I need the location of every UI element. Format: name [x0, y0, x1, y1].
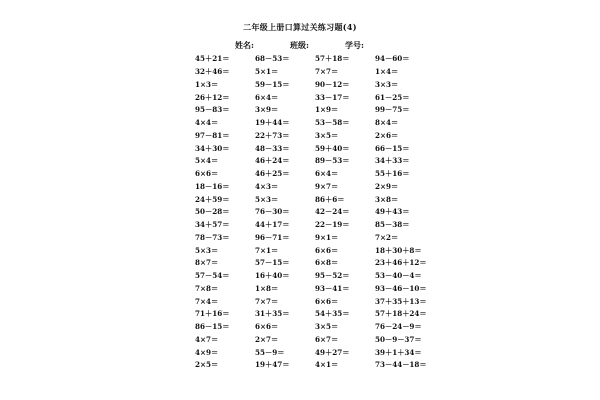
arithmetic-problem: 2×9＝ [375, 181, 399, 191]
arithmetic-problem: 1×8＝ [255, 283, 279, 293]
arithmetic-problem: 68－53＝ [255, 54, 290, 64]
problem-row [195, 104, 435, 117]
arithmetic-problem: 4×7＝ [195, 334, 219, 344]
problem-row [195, 270, 435, 283]
arithmetic-problem: 2×5＝ [195, 360, 219, 370]
arithmetic-problem: 6×6＝ [255, 322, 279, 332]
arithmetic-problem: 3×5＝ [315, 130, 339, 140]
arithmetic-problem: 31＋35＝ [255, 309, 290, 319]
arithmetic-problem: 6×6＝ [315, 296, 339, 306]
arithmetic-problem: 86＋6＝ [315, 194, 345, 204]
arithmetic-problem: 3×3＝ [375, 79, 399, 89]
arithmetic-problem: 3×8＝ [375, 194, 399, 204]
arithmetic-problem: 7×2＝ [375, 232, 399, 242]
arithmetic-problem: 76－24－9＝ [375, 322, 422, 332]
arithmetic-problem: 23＋46＋12＝ [375, 258, 427, 268]
arithmetic-problem: 46＋24＝ [255, 156, 290, 166]
arithmetic-problem: 78－73＝ [195, 232, 230, 242]
arithmetic-problem: 2×6＝ [375, 130, 399, 140]
problem-row [195, 130, 435, 143]
arithmetic-problem: 7×1＝ [255, 245, 279, 255]
worksheet-title: 二年级上册口算过关练习题(4) [243, 22, 357, 32]
arithmetic-problem: 96－71＝ [255, 232, 290, 242]
arithmetic-problem: 7×4＝ [195, 296, 219, 306]
arithmetic-problem: 9×1＝ [315, 232, 339, 242]
arithmetic-problem: 5×3＝ [195, 245, 219, 255]
arithmetic-problem: 19＋44＝ [255, 118, 290, 128]
arithmetic-problem: 3×5＝ [315, 322, 339, 332]
arithmetic-problem: 73－44－18＝ [375, 360, 427, 370]
arithmetic-problem: 8×7＝ [195, 258, 219, 268]
arithmetic-problem: 49＋27＝ [315, 347, 350, 357]
problem-row [195, 295, 435, 308]
arithmetic-problem: 6×6＝ [195, 169, 219, 179]
problem-row [195, 142, 435, 155]
arithmetic-problem: 32＋46＝ [195, 67, 230, 77]
arithmetic-problem: 93－46－10＝ [375, 283, 427, 293]
problem-row [195, 359, 435, 372]
arithmetic-problem: 18－16＝ [195, 181, 230, 191]
arithmetic-problem: 57＋18＝ [315, 54, 350, 64]
arithmetic-problem: 2×7＝ [255, 334, 279, 344]
student-number-label: 学号: [345, 40, 364, 50]
name-label: 姓名: [235, 40, 254, 50]
problem-row [195, 244, 435, 257]
arithmetic-problem: 6×8＝ [315, 258, 339, 268]
arithmetic-problem: 61－25＝ [375, 92, 410, 102]
arithmetic-problem: 33－17＝ [315, 92, 350, 102]
arithmetic-problem: 4×1＝ [315, 360, 339, 370]
problem-row [195, 53, 435, 66]
arithmetic-problem: 6×7＝ [315, 334, 339, 344]
arithmetic-problem: 4×9＝ [195, 347, 219, 357]
arithmetic-problem: 6×6＝ [315, 245, 339, 255]
arithmetic-problem: 8×4＝ [375, 118, 399, 128]
arithmetic-problem: 50－9－37＝ [375, 334, 422, 344]
arithmetic-problem: 54＋35＝ [315, 309, 350, 319]
arithmetic-problem: 34＋57＝ [195, 220, 230, 230]
arithmetic-problem: 4×3＝ [255, 181, 279, 191]
arithmetic-problem: 90－12＝ [315, 79, 350, 89]
arithmetic-problem: 94－60＝ [375, 54, 410, 64]
arithmetic-problem: 85－38＝ [375, 220, 410, 230]
problem-row [195, 308, 435, 321]
arithmetic-problem: 89－53＝ [315, 156, 350, 166]
arithmetic-problem: 22＋73＝ [255, 130, 290, 140]
arithmetic-problem: 16＋40＝ [255, 271, 290, 281]
problem-row [195, 334, 435, 347]
arithmetic-problem: 19＋47＝ [255, 360, 290, 370]
arithmetic-problem: 46＋25＝ [255, 169, 290, 179]
problem-row [195, 206, 435, 219]
arithmetic-problem: 6×4＝ [315, 169, 339, 179]
arithmetic-problem: 48－33＝ [255, 143, 290, 153]
problem-row [195, 193, 435, 206]
arithmetic-problem: 59＋40＝ [315, 143, 350, 153]
problem-row [195, 79, 435, 92]
arithmetic-problem: 7×7＝ [315, 67, 339, 77]
problem-row [195, 232, 435, 245]
arithmetic-problem: 97－81＝ [195, 130, 230, 140]
problem-row [195, 181, 435, 194]
problem-row [195, 257, 435, 270]
problem-row [195, 66, 435, 79]
arithmetic-problem: 45＋21＝ [195, 54, 230, 64]
problem-row [195, 117, 435, 130]
arithmetic-problem: 39＋1＋34＝ [375, 347, 422, 357]
arithmetic-problem: 1×4＝ [375, 67, 399, 77]
arithmetic-problem: 7×8＝ [195, 283, 219, 293]
arithmetic-problem: 55－9＝ [255, 347, 285, 357]
arithmetic-problem: 18＋30＋8＝ [375, 245, 422, 255]
arithmetic-problem: 34＋33＝ [375, 156, 410, 166]
arithmetic-problem: 53－40－4＝ [375, 271, 422, 281]
arithmetic-problem: 86－15＝ [195, 322, 230, 332]
arithmetic-problem: 57＋18＋24＝ [375, 309, 427, 319]
arithmetic-problem: 5×4＝ [195, 156, 219, 166]
arithmetic-problem: 55＋16＝ [375, 169, 410, 179]
arithmetic-problem: 7×7＝ [255, 296, 279, 306]
problem-row [195, 346, 435, 359]
problem-row [195, 168, 435, 181]
arithmetic-problem: 6×4＝ [255, 92, 279, 102]
arithmetic-problem: 57－15＝ [255, 258, 290, 268]
arithmetic-problem: 34＋30＝ [195, 143, 230, 153]
problem-row [195, 155, 435, 168]
problem-row [195, 219, 435, 232]
arithmetic-problem: 93－41＝ [315, 283, 350, 293]
arithmetic-problem: 5×3＝ [255, 194, 279, 204]
arithmetic-problem: 22－19＝ [315, 220, 350, 230]
arithmetic-problem: 53－58＝ [315, 118, 350, 128]
arithmetic-problem: 37＋35＋13＝ [375, 296, 427, 306]
problem-grid [195, 53, 435, 372]
arithmetic-problem: 4×4＝ [195, 118, 219, 128]
problem-row [195, 321, 435, 334]
arithmetic-problem: 66－15＝ [375, 143, 410, 153]
arithmetic-problem: 1×3＝ [195, 79, 219, 89]
arithmetic-problem: 5×1＝ [255, 67, 279, 77]
arithmetic-problem: 59－15＝ [255, 79, 290, 89]
arithmetic-problem: 49＋43＝ [375, 207, 410, 217]
arithmetic-problem: 44＋17＝ [255, 220, 290, 230]
arithmetic-problem: 9×7＝ [315, 181, 339, 191]
class-label: 班级: [290, 40, 309, 50]
arithmetic-problem: 3×9＝ [255, 105, 279, 115]
problem-row [195, 91, 435, 104]
arithmetic-problem: 26＋12＝ [195, 92, 230, 102]
arithmetic-problem: 71＋16＝ [195, 309, 230, 319]
arithmetic-problem: 57－54＝ [195, 271, 230, 281]
arithmetic-problem: 1×9＝ [315, 105, 339, 115]
arithmetic-problem: 42－24＝ [315, 207, 350, 217]
arithmetic-problem: 99－75＝ [375, 105, 410, 115]
problem-row [195, 283, 435, 296]
arithmetic-problem: 24＋59＝ [195, 194, 230, 204]
arithmetic-problem: 95－83＝ [195, 105, 230, 115]
arithmetic-problem: 95－52＝ [315, 271, 350, 281]
arithmetic-problem: 50－28＝ [195, 207, 230, 217]
arithmetic-problem: 76－30＝ [255, 207, 290, 217]
